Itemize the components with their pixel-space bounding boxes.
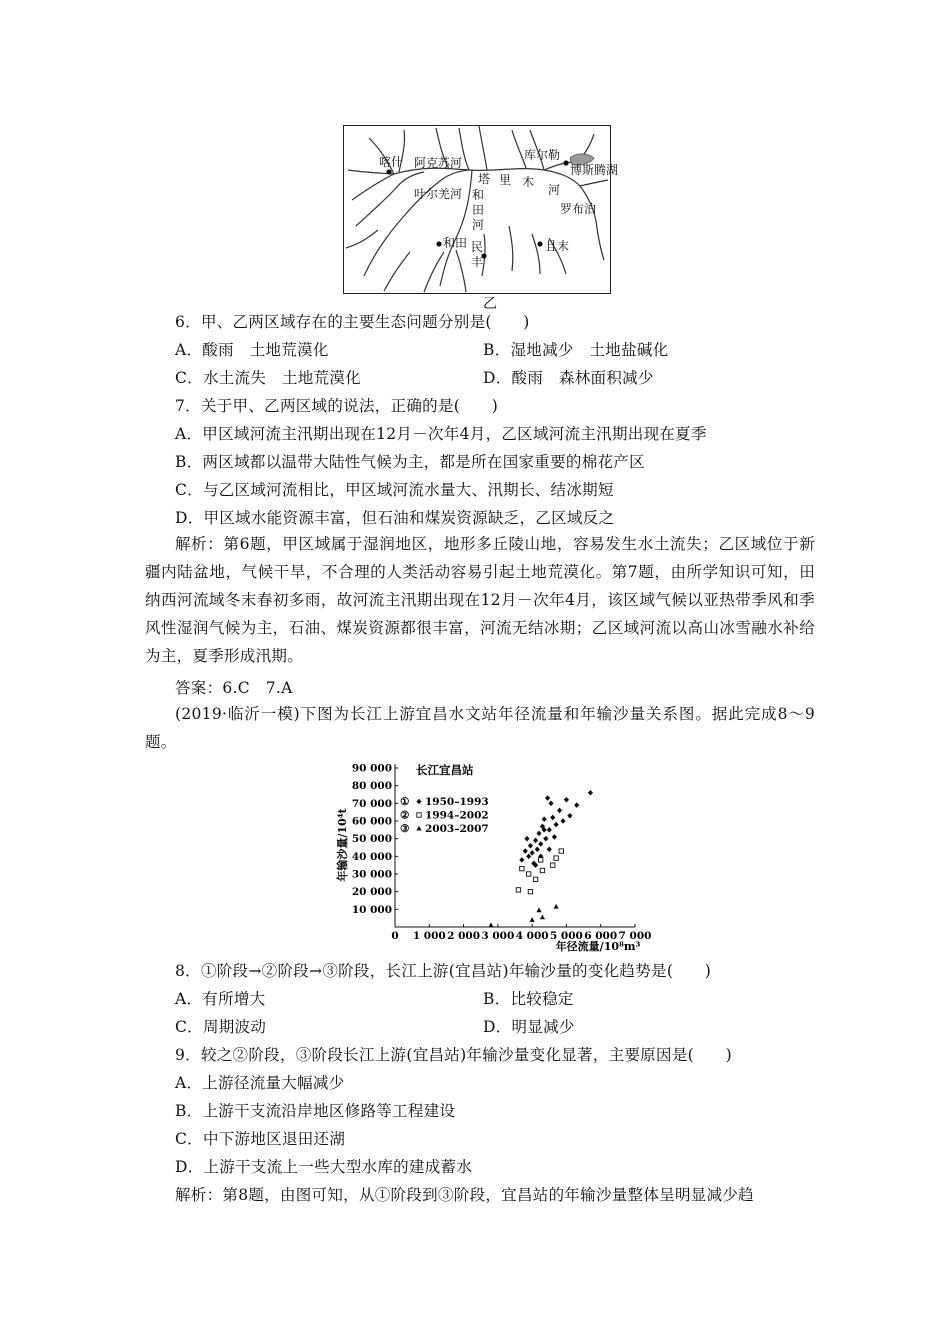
data-point-diamond: [526, 854, 531, 860]
data-point-triangle: [540, 914, 545, 919]
data-point-square: [516, 888, 520, 892]
label-kashgar: 喀什: [379, 155, 404, 169]
chart-ylabel: 年输沙量/10⁴t: [336, 808, 349, 882]
legend-index: ②: [400, 809, 410, 822]
data-point-triangle: [530, 917, 535, 922]
data-point-square: [520, 867, 524, 871]
q6-option-d: D．酸雨 森林面积减少: [483, 369, 654, 387]
analysis-8-9: 解析：第8题，由图可知，从①阶段到③阶段，宜昌站的年输沙量整体呈明显减少趋: [175, 1186, 754, 1204]
y-tick-label: 50 000: [351, 833, 392, 846]
data-point-diamond: [574, 802, 579, 808]
label-aksu-river: 阿克苏河: [414, 156, 463, 170]
legend-label: [400, 810, 489, 822]
data-point-diamond: [550, 815, 555, 821]
y-tick-label: 30 000: [351, 868, 392, 881]
legend-marker-square: [417, 813, 421, 817]
answer-6-7: 答案：6.C 7.A: [175, 679, 293, 697]
legend-years: 2003–2007: [425, 823, 489, 835]
chart-axes: [395, 764, 635, 927]
legend-marker-diamond: [416, 799, 421, 805]
label-hotan: 和田: [443, 236, 468, 250]
q7-stem: 7．关于甲、乙两区域的说法，正确的是( ): [175, 397, 499, 415]
label-lop-nur: 罗布泊: [560, 202, 597, 216]
q6-option-a: A．酸雨 土地荒漠化: [175, 341, 329, 359]
x-tick-label: 2 000: [447, 930, 481, 942]
legend-years: 1950–1993: [425, 796, 489, 808]
data-point-square: [559, 849, 563, 853]
data-point-triangle: [554, 904, 559, 909]
y-tick-label: 70 000: [351, 797, 392, 810]
label-tarim-1: 塔: [478, 172, 491, 186]
chart-title: 长江宜昌站: [416, 763, 474, 777]
q6-option-b: B．湿地减少 土地盐碱化: [483, 341, 669, 359]
y-tick-label: 90 000: [351, 762, 392, 775]
data-point-diamond: [543, 836, 548, 842]
q8-stem: 8．①阶段→②阶段→③阶段，长江上游(宜昌站)年输沙量的变化趋势是( ): [175, 962, 712, 980]
data-point-diamond: [528, 843, 533, 849]
data-point-square: [540, 868, 544, 872]
data-point-triangle: [536, 907, 541, 912]
x-tick-label: 5 000: [549, 930, 583, 942]
x-tick-label: 4 000: [515, 930, 549, 942]
data-point-diamond: [552, 834, 557, 840]
data-point-diamond: [560, 818, 565, 824]
q9-option-a: A．上游径流量大幅减少: [175, 1074, 345, 1092]
yichang-scatter-chart: [333, 757, 653, 957]
y-tick-label: 40 000: [351, 850, 392, 863]
data-point-square: [539, 858, 543, 862]
legend-index: ③: [400, 823, 410, 835]
data-point-square: [551, 863, 555, 867]
chart-xlabel: 年径流量/10⁸m³: [555, 940, 641, 953]
y-tick-label: 10 000: [351, 903, 392, 916]
data-point-diamond: [564, 797, 569, 803]
x-tick-label: 1 000: [412, 930, 446, 942]
q8-option-b: B．比较稳定: [483, 990, 574, 1008]
label-qiemo: 且末: [545, 239, 570, 253]
data-point-diamond: [530, 850, 535, 856]
q8-option-c: C．周期波动: [175, 1018, 267, 1036]
data-point-square: [527, 872, 531, 876]
data-point-diamond: [547, 846, 552, 852]
legend-index: ①: [400, 796, 410, 808]
data-point-diamond: [557, 808, 562, 814]
data-point-square: [554, 856, 558, 860]
q7-option-d: D．甲区域水能资源丰富，但石油和煤炭资源缺乏，乙区域反之: [175, 509, 615, 527]
legend-years: 1994–2002: [425, 809, 489, 822]
q8-option-d: D．明显减少: [483, 1018, 575, 1036]
intro-8-9: (2019·临沂一模)下图为长江上游宜昌水文站年径流量和年输沙量关系图。据此完成8～9题。: [145, 705, 815, 751]
data-point-diamond: [567, 813, 572, 819]
x-tick-label: 3 000: [481, 930, 515, 942]
q7-option-c: C．与乙区域河流相比，甲区域河流水量大、汛期长、结冰期短: [175, 481, 614, 499]
label-korla: 库尔勒: [524, 148, 561, 162]
map-caption: 乙: [483, 296, 497, 312]
label-minfeng: 民丰: [471, 240, 484, 269]
chart-ticks: [352, 763, 652, 943]
data-point-diamond: [533, 838, 538, 844]
data-point-diamond: [548, 801, 553, 807]
data-point-square: [528, 889, 532, 893]
q9-option-c: C．中下游地区退田还湖: [175, 1130, 346, 1148]
chart-legend: [400, 796, 489, 835]
legend-label: [400, 796, 489, 808]
data-point-square: [533, 877, 537, 881]
chart-points: [488, 790, 593, 927]
tarim-basin-map: [343, 125, 619, 294]
legend-label: [400, 823, 489, 835]
data-point-diamond: [524, 836, 529, 842]
y-tick-label: 20 000: [351, 886, 392, 899]
y-tick-label: 80 000: [351, 780, 392, 793]
x-tick-label: 7 000: [618, 930, 652, 942]
label-hotan-river: 和田河: [472, 188, 485, 232]
data-point-diamond: [554, 822, 559, 828]
data-point-diamond: [519, 857, 524, 863]
q7-option-b: B．两区域都以温带大陆性气候为主，都是所在国家重要的棉花产区: [175, 453, 645, 471]
label-bosten-lake: 博斯腾湖: [570, 163, 619, 177]
q8-option-a: A．有所增大: [175, 990, 266, 1008]
analysis-6-7: 解析：第6题，甲区域属于湿润地区，地形多丘陵山地，容易发生水土流失；乙区域位于新疆内陆盆地，气候干旱，不合理的人类活动容易引起土地荒漠化。第7题，由所学知识可知，田纳西河流域冬末春初多雨，故河流主汛期出现在12月－次年4月，该区域气候以亚热带季风和季风性湿润气候为主，石油、煤炭资源都很丰富，河流无结冰期；乙区域河流以高山冰雪融水补给为主，夏季形成汛期。: [145, 535, 815, 665]
q7-option-a: A．甲区域河流主汛期出现在12月－次年4月，乙区域河流主汛期出现在夏季: [175, 425, 707, 443]
data-point-diamond: [547, 827, 552, 833]
q9-option-b: B．上游干支流沿岸地区修路等工程建设: [175, 1102, 456, 1120]
x-tick-label: 6 000: [584, 930, 618, 942]
data-point-diamond: [523, 848, 528, 854]
q9-stem: 9．较之②阶段，③阶段长江上游(宜昌站)年输沙量变化显著，主要原因是( ): [175, 1046, 732, 1064]
label-tarim-3: 木: [522, 175, 535, 189]
label-yarkand-river: 叶尔羌河: [414, 187, 463, 201]
q6-stem: 6．甲、乙两区域存在的主要生态问题分别是( ): [175, 313, 530, 331]
data-point-diamond: [545, 795, 550, 801]
data-point-triangle: [488, 922, 493, 927]
q9-option-d: D．上游干支流上一些大型水库的建成蓄水: [175, 1158, 473, 1176]
y-tick-label: 60 000: [351, 815, 392, 828]
data-point-diamond: [588, 790, 593, 796]
data-point-diamond: [536, 831, 541, 837]
data-point-diamond: [538, 841, 543, 847]
data-point-diamond: [542, 816, 547, 822]
q6-option-c: C．水土流失 土地荒漠化: [175, 369, 361, 387]
label-tarim-2: 里: [499, 173, 512, 187]
label-tarim-4: 河: [548, 183, 561, 197]
legend-marker-triangle: [416, 826, 421, 831]
x-tick-label: 0: [391, 930, 399, 942]
data-point-diamond: [535, 846, 540, 852]
